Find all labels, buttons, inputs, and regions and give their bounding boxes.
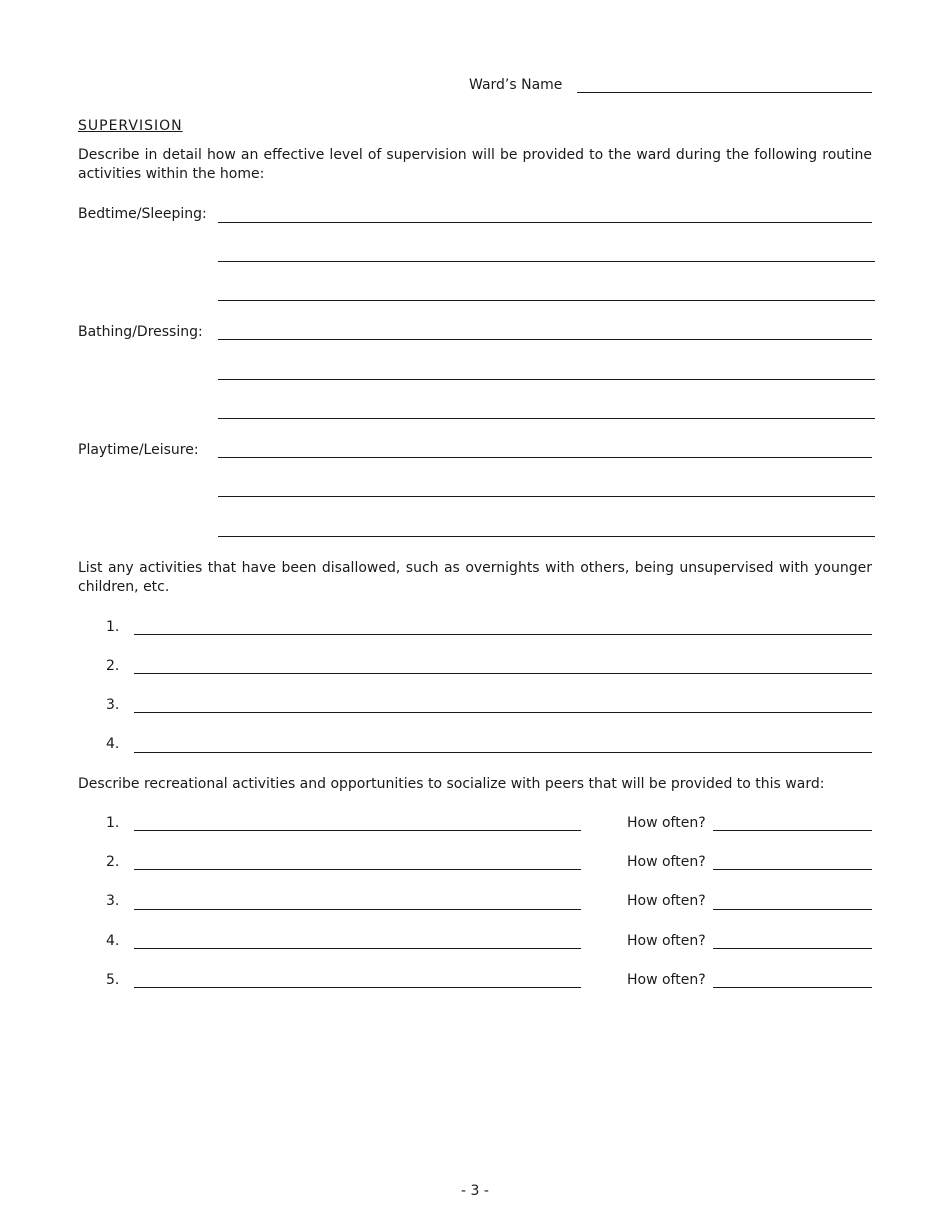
how-often-label-2: How often? xyxy=(627,854,706,870)
how-often-line-1[interactable] xyxy=(713,830,872,831)
bedtime-sleeping-line-1[interactable] xyxy=(218,222,872,223)
disallowed-line-3[interactable] xyxy=(134,712,872,713)
how-often-label-5: How often? xyxy=(627,972,706,988)
bedtime-sleeping-line-2[interactable] xyxy=(218,261,875,262)
recreational-number-5: 5. xyxy=(106,972,120,988)
supervision-intro: Describe in detail how an effective level of supervision will be provided to the ward during the following routine activities within the home: xyxy=(78,147,872,182)
recreational-prompt: Describe recreational activities and opportunities to socialize with peers that will be provided to this ward: xyxy=(78,776,825,792)
recreational-activity-line-1[interactable] xyxy=(134,830,581,831)
disallowed-number-4: 4. xyxy=(106,736,120,752)
disallowed-number-3: 3. xyxy=(106,697,120,713)
recreational-number-4: 4. xyxy=(106,933,120,949)
how-often-label-3: How often? xyxy=(627,893,706,909)
disallowed-number-2: 2. xyxy=(106,658,120,674)
disallowed-line-2[interactable] xyxy=(134,673,872,674)
how-often-label-4: How often? xyxy=(627,933,706,949)
recreational-activity-line-3[interactable] xyxy=(134,909,581,910)
playtime-leisure-line-2[interactable] xyxy=(218,496,875,497)
how-often-line-2[interactable] xyxy=(713,869,872,870)
recreational-number-3: 3. xyxy=(106,893,120,909)
recreational-number-1: 1. xyxy=(106,815,120,831)
disallowed-line-1[interactable] xyxy=(134,634,872,635)
recreational-activity-line-5[interactable] xyxy=(134,987,581,988)
how-often-line-5[interactable] xyxy=(713,987,872,988)
disallowed-prompt: List any activities that have been disallowed, such as overnights with others, being unsupervised with younger children, etc. xyxy=(78,560,872,595)
disallowed-number-1: 1. xyxy=(106,619,120,635)
playtime-leisure-line-3[interactable] xyxy=(218,536,875,537)
recreational-activity-line-2[interactable] xyxy=(134,869,581,870)
how-often-line-4[interactable] xyxy=(713,948,872,949)
recreational-activity-line-4[interactable] xyxy=(134,948,581,949)
bathing-dressing-line-2[interactable] xyxy=(218,379,875,380)
how-often-label-1: How often? xyxy=(627,815,706,831)
recreational-number-2: 2. xyxy=(106,854,120,870)
bathing-dressing-line-3[interactable] xyxy=(218,418,875,419)
playtime-leisure-line-1[interactable] xyxy=(218,457,872,458)
wards-name-field[interactable] xyxy=(577,92,872,93)
bedtime-sleeping-line-3[interactable] xyxy=(218,300,875,301)
bathing-dressing-label: Bathing/Dressing: xyxy=(78,324,203,340)
disallowed-line-4[interactable] xyxy=(134,752,872,753)
bedtime-sleeping-label: Bedtime/Sleeping: xyxy=(78,206,207,222)
how-often-line-3[interactable] xyxy=(713,909,872,910)
bathing-dressing-line-1[interactable] xyxy=(218,339,872,340)
section-heading: SUPERVISION xyxy=(78,118,183,134)
playtime-leisure-label: Playtime/Leisure: xyxy=(78,442,199,458)
wards-name-label: Ward’s Name xyxy=(469,77,563,93)
page-number: - 3 - xyxy=(461,1183,489,1199)
